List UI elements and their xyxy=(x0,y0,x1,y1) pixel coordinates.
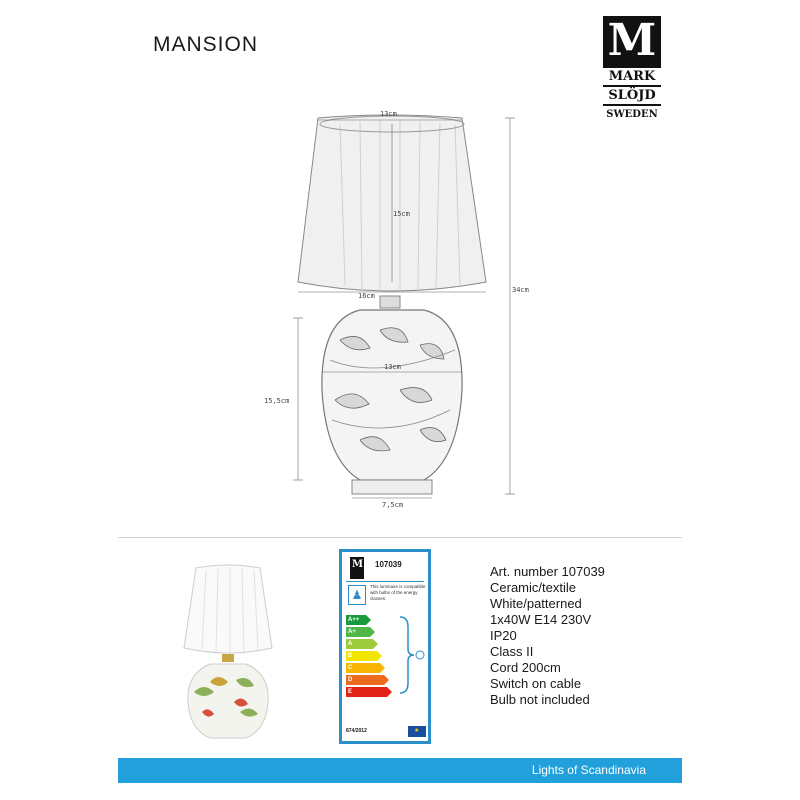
logo-mark: M xyxy=(603,16,661,66)
energy-label-article: 107039 xyxy=(375,560,402,569)
logo-line-mark: MARK xyxy=(603,66,661,85)
dim-base-width: 13cm xyxy=(384,363,401,371)
spec-item: Cord 200cm xyxy=(490,660,561,675)
product-title: MANSION xyxy=(153,33,259,56)
spec-list xyxy=(490,564,605,708)
dim-shade-height: 15cm xyxy=(393,210,410,218)
spec-item: White/patterned xyxy=(490,596,582,611)
dim-shade-top: 13cm xyxy=(380,110,397,118)
spec-item: Switch on cable xyxy=(490,676,582,691)
energy-class-bar: C xyxy=(346,663,380,673)
spec-item: Art. number 107039 xyxy=(490,564,605,579)
dim-shade-bottom: 16cm xyxy=(358,292,375,300)
logo-line-slojd: SLÖJD xyxy=(603,85,661,104)
lamp-base-sketch xyxy=(322,310,462,494)
lamp-product-photo xyxy=(180,562,276,742)
spec-item: Ceramic/textile xyxy=(490,580,576,595)
energy-class-bar: A++ xyxy=(346,615,366,625)
spec-item: 1x40W E14 230V xyxy=(490,612,592,627)
energy-label-logo xyxy=(350,557,364,579)
energy-class-bar: B xyxy=(346,651,377,661)
spec-item: IP20 xyxy=(490,628,517,643)
energy-label xyxy=(339,549,431,744)
energy-class-bar: A+ xyxy=(346,627,370,637)
dim-base-height: 15,5cm xyxy=(264,397,290,405)
energy-compat-text: This luminaire is compatible with bulbs of the energy classes: xyxy=(370,584,426,601)
energy-class-bar: A xyxy=(346,639,373,649)
spec-item: Bulb not included xyxy=(490,692,590,707)
section-divider xyxy=(118,537,682,538)
dim-total-height: 34cm xyxy=(512,286,529,294)
lamp-neck-sketch xyxy=(380,296,400,308)
energy-label-rule xyxy=(346,581,424,582)
spec-item: Class II xyxy=(490,644,534,659)
logo-line-sweden: SWEDEN xyxy=(603,104,661,123)
brace-icon xyxy=(398,615,428,695)
energy-class-bars xyxy=(346,615,387,699)
dim-foot-width: 7,5cm xyxy=(382,501,404,509)
energy-class-bar: D xyxy=(346,675,384,685)
footer-tagline: Lights of Scandinavia xyxy=(531,763,646,777)
eu-flag-icon xyxy=(408,726,426,737)
bulb-icon: ♟ xyxy=(348,585,366,605)
footer-bar xyxy=(118,758,682,783)
energy-class-bar: E xyxy=(346,687,387,697)
energy-regulation: 874/2012 xyxy=(346,728,367,734)
